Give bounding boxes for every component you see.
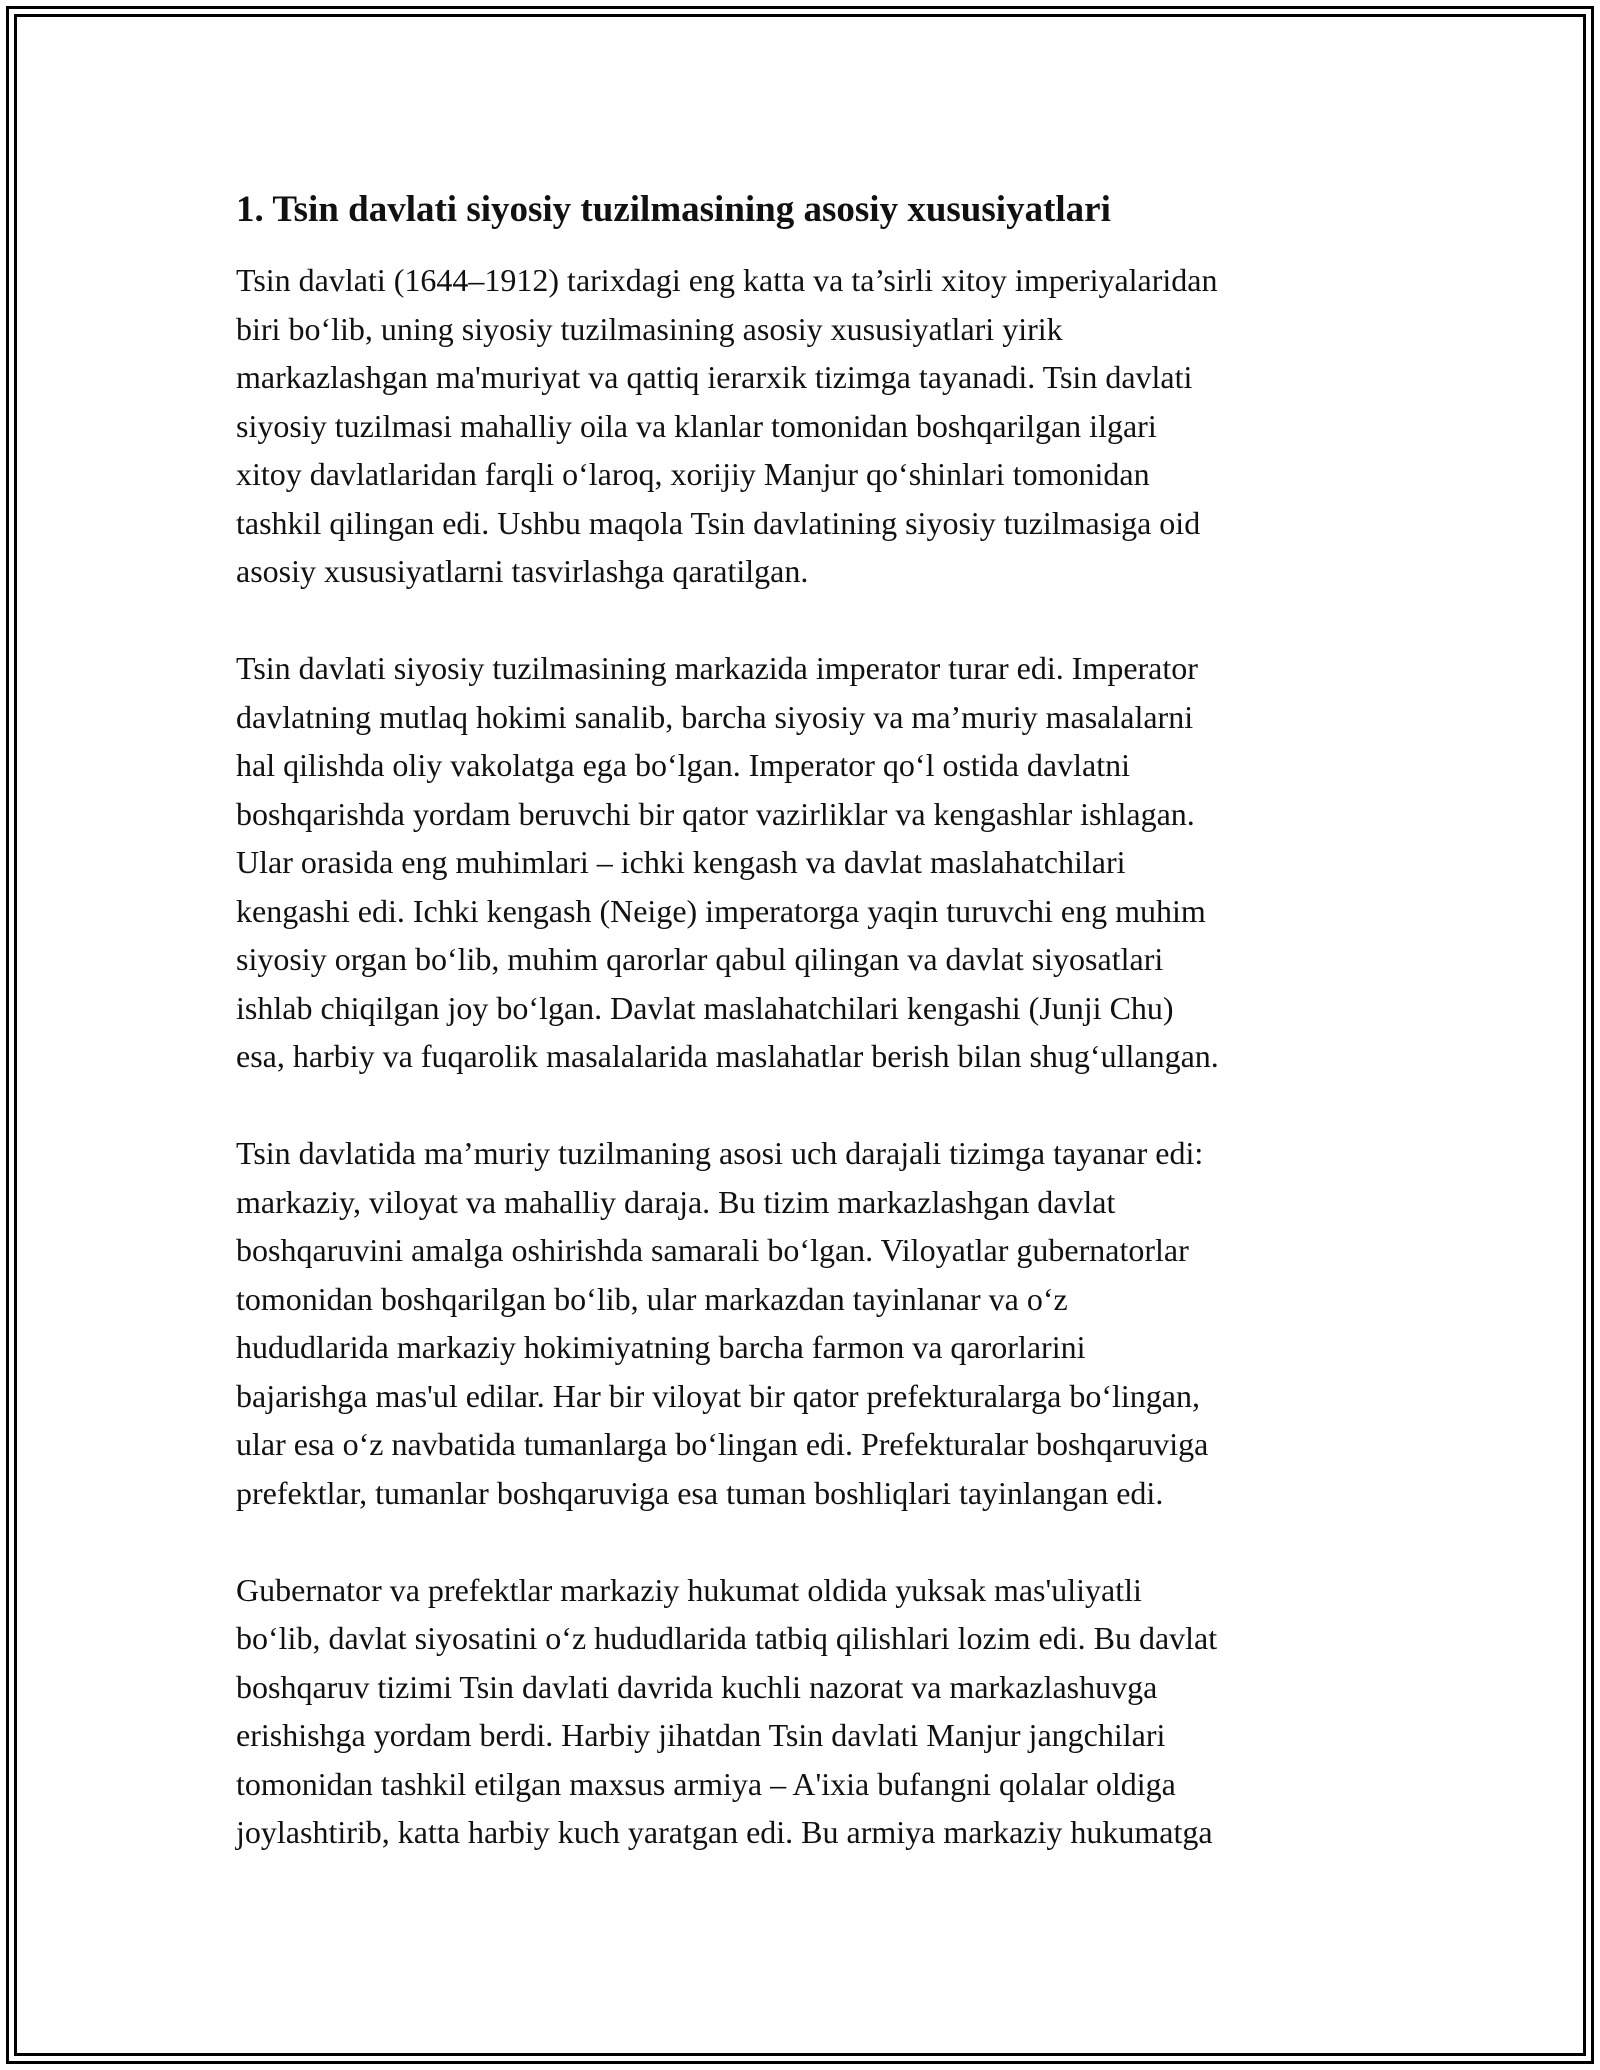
text-line: Tsin davlatida ma’muriy tuzilmaning asosi uch darajali tizimga tayanar edi:	[236, 1135, 1204, 1171]
text-line: markazlashgan ma'muriyat va qattiq ierarxik tizimga tayanadi. Tsin davlati	[236, 359, 1193, 395]
text-line: Ular orasida eng muhimlari – ichki kengash va davlat maslahatchilari	[236, 844, 1126, 880]
text-line: hududlarida markaziy hokimiyatning barcha farmon va qarorlarini	[236, 1329, 1086, 1365]
paragraph-3	[236, 1129, 1376, 1517]
text-line: xitoy davlatlaridan farqli o‘laroq, xorijiy Manjur qo‘shinlari tomonidan	[236, 456, 1150, 492]
text-line: ular esa o‘z navbatida tumanlarga bo‘lingan edi. Prefekturalar boshqaruviga	[236, 1426, 1209, 1462]
text-line: kengashi edi. Ichki kengash (Neige) imperatorga yaqin turuvchi eng muhim	[236, 892, 1206, 929]
paragraph-1	[236, 256, 1376, 596]
text-line: biri bo‘lib, uning siyosiy tuzilmasining asosiy xususiyatlari yirik	[236, 310, 1063, 347]
text-line: boshqaruvini amalga oshirishda samarali bo‘lgan. Viloyatlar gubernatorlar	[236, 1232, 1189, 1268]
text-line: boshqaruv tizimi Tsin davlati davrida kuchli nazorat va markazlashuvga	[236, 1668, 1158, 1705]
text-line: asosiy xususiyatlarni tasvirlashga qaratilgan.	[236, 553, 809, 589]
text-line: davlatning mutlaq hokimi sanalib, barcha siyosiy va ma’muriy masalalarni	[236, 698, 1194, 735]
text-line: tashkil qilingan edi. Ushbu maqola Tsin davlatining siyosiy tuzilmasiga oid	[236, 504, 1201, 541]
text-line: bajarishga mas'ul edilar. Har bir viloyat bir qator prefekturalarga bo‘lingan,	[236, 1377, 1200, 1414]
text-line: erishishga yordam berdi. Harbiy jihatdan Tsin davlati Manjur jangchilari	[236, 1717, 1166, 1753]
text-line: markaziy, viloyat va mahalliy daraja. Bu tizim markazlashgan davlat	[236, 1183, 1116, 1220]
text-line: joylashtirib, katta harbiy kuch yaratgan edi. Bu armiya markaziy hukumatga	[236, 1814, 1213, 1850]
text-line: tomonidan tashkil etilgan maxsus armiya – A'ixia bufangni qolalar oldiga	[236, 1765, 1176, 1802]
text-line: esa, harbiy va fuqarolik masalalarida maslahatlar berish bilan shug‘ullangan.	[236, 1038, 1219, 1074]
text-line: boshqarishda yordam beruvchi bir qator vazirliklar va kengashlar ishlagan.	[236, 795, 1195, 832]
text-line: siyosiy tuzilmasi mahalliy oila va klanlar tomonidan boshqarilgan ilgari	[236, 407, 1157, 444]
text-line: hal qilishda oliy vakolatga ega bo‘lgan. Imperator qo‘l ostida davlatni	[236, 747, 1130, 783]
text-line: Tsin davlati siyosiy tuzilmasining markazida imperator turar edi. Imperator	[236, 650, 1198, 686]
document-title: 1. Tsin davlati siyosiy tuzilmasining asosiy xususiyatlari	[236, 189, 1111, 230]
document-body	[236, 186, 1376, 1905]
text-line: bo‘lib, davlat siyosatini o‘z hududlarida tatbiq qilishlari lozim edi. Bu davlat	[236, 1620, 1218, 1656]
text-line: tomonidan boshqarilgan bo‘lib, ular markazdan tayinlanar va o‘z	[236, 1280, 1068, 1317]
text-line: prefektlar, tumanlar boshqaruviga esa tuman boshliqlari tayinlangan edi.	[236, 1474, 1164, 1511]
paragraph-2	[236, 644, 1376, 1081]
text-line: ishlab chiqilgan joy bo‘lgan. Davlat maslahatchilari kengashi (Junji Chu)	[236, 989, 1174, 1026]
text-line: Tsin davlati (1644–1912) tarixdagi eng katta va ta’sirli xitoy imperiyalaridan	[236, 262, 1218, 298]
paragraph-4	[236, 1566, 1376, 1857]
text-line: Gubernator va prefektlar markaziy hukumat oldida yuksak mas'uliyatli	[236, 1571, 1142, 1608]
text-line: siyosiy organ bo‘lib, muhim qarorlar qabul qilingan va davlat siyosatlari	[236, 941, 1164, 977]
